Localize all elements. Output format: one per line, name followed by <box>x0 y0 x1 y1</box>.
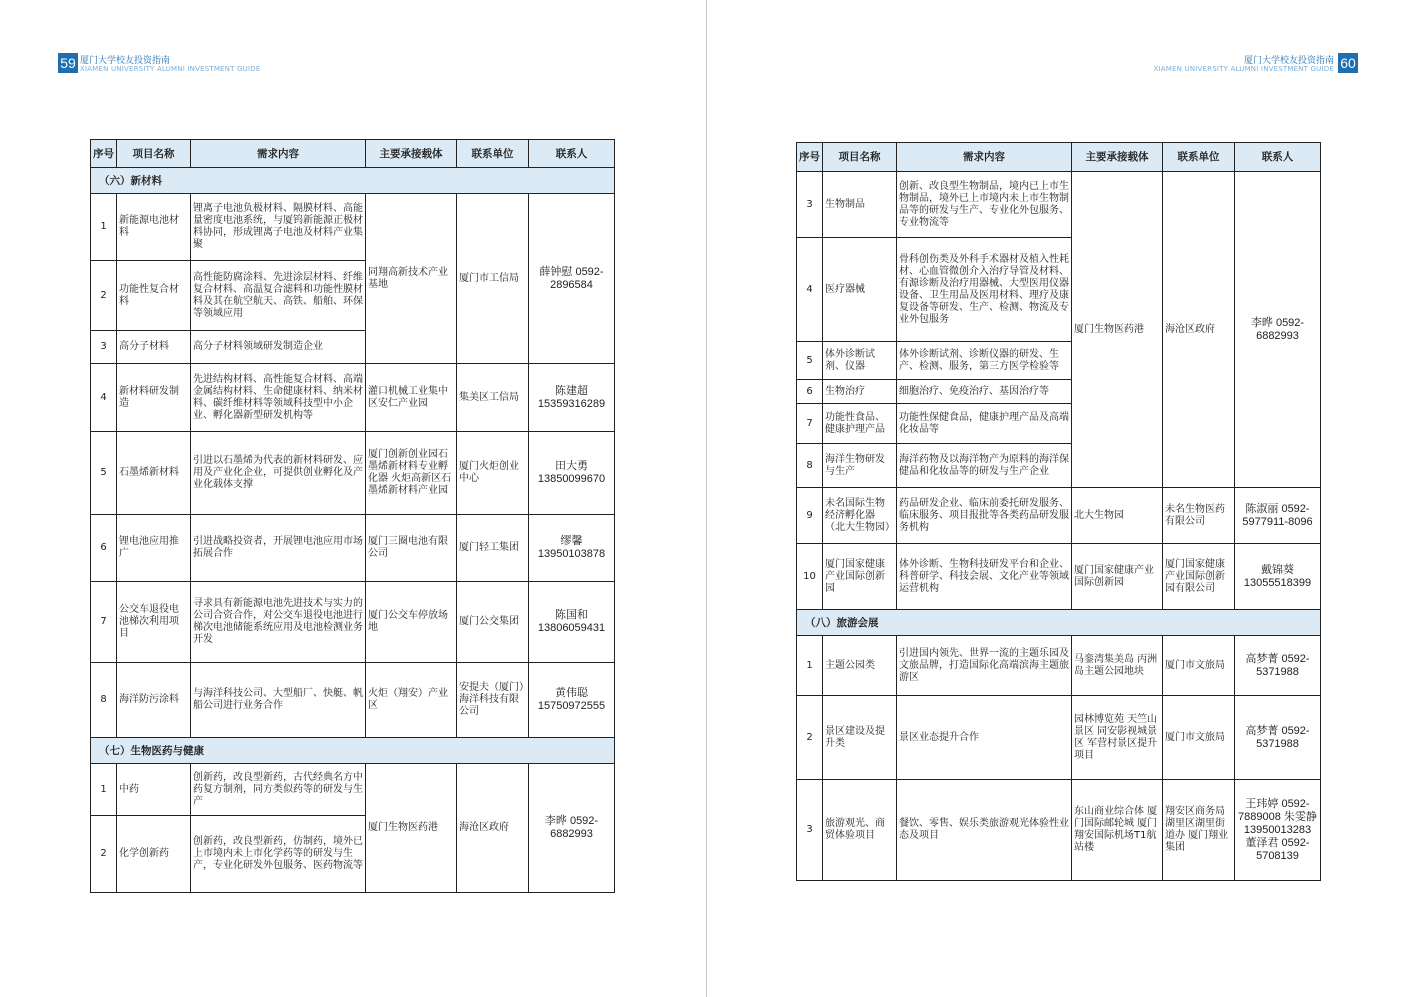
requirement: 创新药，改良型新药，仿制药，境外已上市境内未上市化学药等的研发与生产，专业化研发外包服务、医药物流等 <box>191 816 366 893</box>
contact-unit: 厦门市文旅局 <box>1163 636 1235 696</box>
contact-unit: 厦门市工信局 <box>457 194 529 364</box>
requirement: 引进以石墨烯为代表的新材料研发、应用及产业化企业，可提供创业孵化及产业化载体支撑 <box>191 432 366 515</box>
requirement: 与海洋科技公司、大型船厂、快艇、帆船公司进行业务合作 <box>191 663 366 738</box>
table-row <box>797 172 1321 238</box>
table-row <box>91 432 615 515</box>
carrier: 马銮湾集美岛 丙洲岛主题公园地块 <box>1072 636 1163 696</box>
col-header: 序号 <box>91 140 117 168</box>
row-number: 5 <box>797 342 823 380</box>
requirement: 引进国内领先、世界一流的主题乐园及文旅品牌，打造国际化高端滨海主题旅游区 <box>897 636 1072 696</box>
row-number: 2 <box>797 696 823 780</box>
project-name: 旅游观光、商贸体验项目 <box>823 780 897 881</box>
project-name: 生物制品 <box>823 172 897 238</box>
requirement: 体外诊断试剂、诊断仪器的研发、生产、检测、服务，第三方医学检验等 <box>897 342 1072 380</box>
project-name: 新材料研发制造 <box>117 364 191 432</box>
contact-person: 戴锦葵 13055518399 <box>1235 544 1321 610</box>
project-name: 厦门国家健康产业国际创新园 <box>823 544 897 610</box>
table-row <box>797 544 1321 610</box>
contact-unit: 海沧区政府 <box>457 764 529 893</box>
project-name: 新能源电池材料 <box>117 194 191 261</box>
investment-table-left <box>90 139 615 893</box>
requirement: 引进战略投资者，开展锂电池应用市场拓展合作 <box>191 515 366 582</box>
col-header: 联系单位 <box>1163 143 1235 172</box>
table-row <box>797 780 1321 881</box>
section-row <box>797 610 1321 636</box>
requirement: 高分子材料领域研发制造企业 <box>191 331 366 364</box>
header-subtitle: XIAMEN UNIVERSITY ALUMNI INVESTMENT GUIDE <box>80 65 261 73</box>
row-number: 10 <box>797 544 823 610</box>
row-number: 6 <box>91 515 117 582</box>
table-row <box>91 364 615 432</box>
carrier: 东山商业综合体 厦门国际邮轮城 厦门翔安国际机场T1航站楼 <box>1072 780 1163 881</box>
table-row <box>797 696 1321 780</box>
requirement: 先进结构材料、高性能复合材料、高端金属结构材料、生命健康材料、纳米材料、碳纤维材料等领域科技型中小企业、孵化器新型研发机构等 <box>191 364 366 432</box>
requirement: 创新、改良型生物制品，境内已上市生物制品，境外已上市境内未上市生物制品等的研发与生产、专业化外包服务、专业物流等 <box>897 172 1072 238</box>
row-number: 3 <box>797 172 823 238</box>
contact-unit: 未名生物医药有限公司 <box>1163 488 1235 544</box>
carrier: 园林博览苑 天竺山景区 同安影视城景区 军营村景区提升项目 <box>1072 696 1163 780</box>
project-name: 主题公园类 <box>823 636 897 696</box>
header-title: 厦门大学校友投资指南 <box>80 56 171 66</box>
section-title: （七）生物医药与健康 <box>91 738 615 764</box>
contact-person: 薛钟慰 0592-2896584 <box>529 194 615 364</box>
contact-unit: 厦门国家健康产业国际创新园有限公司 <box>1163 544 1235 610</box>
contact-unit: 海沧区政府 <box>1163 172 1235 488</box>
contact-unit: 翔安区商务局 湖里区湖里街道办 厦门翔业集团 <box>1163 780 1235 881</box>
project-name: 医疗器械 <box>823 238 897 342</box>
requirement: 景区业态提升合作 <box>897 696 1072 780</box>
col-header: 联系单位 <box>457 140 529 168</box>
col-header: 主要承接载体 <box>366 140 457 168</box>
row-number: 7 <box>797 404 823 444</box>
requirement: 细胞治疗、免疫治疗、基因治疗等 <box>897 380 1072 404</box>
carrier: 灌口机械工业集中区安仁产业园 <box>366 364 457 432</box>
project-name: 海洋防污涂料 <box>117 663 191 738</box>
row-number: 8 <box>797 444 823 488</box>
col-header: 联系人 <box>1235 143 1321 172</box>
row-number: 6 <box>797 380 823 404</box>
carrier: 北大生物园 <box>1072 488 1163 544</box>
table-row <box>91 515 615 582</box>
col-header: 需求内容 <box>897 143 1072 172</box>
carrier: 厦门生物医药港 <box>366 764 457 893</box>
row-number: 4 <box>797 238 823 342</box>
contact-unit: 厦门火炬创业中心 <box>457 432 529 515</box>
project-name: 未名国际生物经济孵化器（北大生物园） <box>823 488 897 544</box>
col-header: 主要承接载体 <box>1072 143 1163 172</box>
project-name: 中药 <box>117 764 191 816</box>
project-name: 体外诊断试剂、仪器 <box>823 342 897 380</box>
project-name: 景区建设及提升类 <box>823 696 897 780</box>
carrier: 火炬（翔安）产业区 <box>366 663 457 738</box>
requirement: 海洋药物及以海洋物产为原料的海洋保健品和化妆品等的研发与生产企业 <box>897 444 1072 488</box>
contact-unit: 厦门公交集团 <box>457 582 529 663</box>
row-number: 4 <box>91 364 117 432</box>
col-header: 项目名称 <box>117 140 191 168</box>
contact-unit: 集美区工信局 <box>457 364 529 432</box>
carrier: 厦门三圈电池有限公司 <box>366 515 457 582</box>
project-name: 化学创新药 <box>117 816 191 893</box>
row-number: 7 <box>91 582 117 663</box>
table-header-row <box>91 140 615 168</box>
page-number: 60 <box>1338 53 1358 73</box>
table-row <box>91 663 615 738</box>
table-row <box>797 636 1321 696</box>
requirement: 药品研发企业、临床前委托研发服务、临床服务、项目报批等各类药品研发服务机构 <box>897 488 1072 544</box>
contact-person: 李晔 0592-6882993 <box>1235 172 1321 488</box>
carrier: 厦门国家健康产业国际创新园 <box>1072 544 1163 610</box>
section-title: （八）旅游会展 <box>797 610 1321 636</box>
contact-person: 黄伟聪 15750972555 <box>529 663 615 738</box>
table-header-row <box>797 143 1321 172</box>
requirement: 功能性保健食品，健康护理产品及高端化妆品等 <box>897 404 1072 444</box>
row-number: 5 <box>91 432 117 515</box>
section-title: （六）新材料 <box>91 168 615 194</box>
project-name: 生物治疗 <box>823 380 897 404</box>
carrier: 同翔高新技术产业基地 <box>366 194 457 364</box>
table-row <box>797 488 1321 544</box>
contact-person: 李晔 0592-6882993 <box>529 764 615 893</box>
project-name: 功能性食品、健康护理产品 <box>823 404 897 444</box>
page-right <box>708 0 1413 997</box>
header-subtitle: XIAMEN UNIVERSITY ALUMNI INVESTMENT GUIDE <box>1153 65 1334 73</box>
header-title: 厦门大学校友投资指南 <box>1243 56 1334 66</box>
project-name: 海洋生物研发与生产 <box>823 444 897 488</box>
requirement: 体外诊断、生物科技研发平台和企业、科普研学、科技会展、文化产业等领域运营机构 <box>897 544 1072 610</box>
project-name: 锂电池应用推广 <box>117 515 191 582</box>
carrier: 厦门生物医药港 <box>1072 172 1163 488</box>
carrier: 厦门创新创业园石墨烯新材料专业孵化器 火炬高新区石墨烯新材料产业园 <box>366 432 457 515</box>
requirement: 创新药，改良型新药，古代经典名方中药复方制剂，同方类似药等的研发与生产 <box>191 764 366 816</box>
requirement: 餐饮、零售、娱乐类旅游观光体验性业态及项目 <box>897 780 1072 881</box>
col-header: 联系人 <box>529 140 615 168</box>
investment-table-right <box>796 142 1321 881</box>
requirement: 寻求具有新能源电池先进技术与实力的公司合资合作，对公交车退役电池进行梯次电池储能系统应用及电池检测业务开发 <box>191 582 366 663</box>
requirement: 高性能防腐涂料、先进涂层材料、纤维复合材料、高温复合滤料和功能性膜材料及其在航空航天、高铁、船舶、环保等领域应用 <box>191 261 366 331</box>
col-header: 序号 <box>797 143 823 172</box>
project-name: 公交车退役电池梯次利用项目 <box>117 582 191 663</box>
contact-unit: 安提夫（厦门）海洋科技有限公司 <box>457 663 529 738</box>
page-left <box>0 0 706 997</box>
row-number: 1 <box>797 636 823 696</box>
section-row <box>91 168 615 194</box>
contact-person: 陈建超 15359316289 <box>529 364 615 432</box>
contact-person: 王玮婷 0592-7889008 朱雯静 13950013283 董泽君 0592-5708139 <box>1235 780 1321 881</box>
carrier: 厦门公交车停放场地 <box>366 582 457 663</box>
row-number: 1 <box>91 194 117 261</box>
row-number: 9 <box>797 488 823 544</box>
row-number: 3 <box>91 331 117 364</box>
contact-person: 田大勇 13850099670 <box>529 432 615 515</box>
requirement: 锂离子电池负极材料、隔膜材料、高能量密度电池系统，与厦钨新能源正极材料协同，形成锂离子电池及材料产业集聚 <box>191 194 366 261</box>
contact-person: 陈淑丽 0592-5977911-8096 <box>1235 488 1321 544</box>
row-number: 1 <box>91 764 117 816</box>
contact-unit: 厦门市文旅局 <box>1163 696 1235 780</box>
section-row <box>91 738 615 764</box>
col-header: 需求内容 <box>191 140 366 168</box>
table-row <box>91 194 615 261</box>
row-number: 3 <box>797 780 823 881</box>
project-name: 功能性复合材料 <box>117 261 191 331</box>
spread-gutter <box>706 0 707 997</box>
col-header: 项目名称 <box>823 143 897 172</box>
row-number: 2 <box>91 816 117 893</box>
project-name: 高分子材料 <box>117 331 191 364</box>
row-number: 8 <box>91 663 117 738</box>
contact-person: 缪馨 13950103878 <box>529 515 615 582</box>
table-row <box>91 582 615 663</box>
project-name: 石墨烯新材料 <box>117 432 191 515</box>
contact-person: 高梦菁 0592-5371988 <box>1235 696 1321 780</box>
page-number: 59 <box>58 53 78 73</box>
contact-person: 陈国和 13806059431 <box>529 582 615 663</box>
row-number: 2 <box>91 261 117 331</box>
requirement: 骨科创伤类及外科手术器材及植入性耗材、心血管微创介入治疗导管及材料、有源诊断及治疗用器械、大型医用仪器设备、卫生用品及医用材料、理疗及康复设备等研发、生产、检测、物流及专业外包服务 <box>897 238 1072 342</box>
table-row <box>91 764 615 816</box>
contact-unit: 厦门轻工集团 <box>457 515 529 582</box>
contact-person: 高梦菁 0592-5371988 <box>1235 636 1321 696</box>
